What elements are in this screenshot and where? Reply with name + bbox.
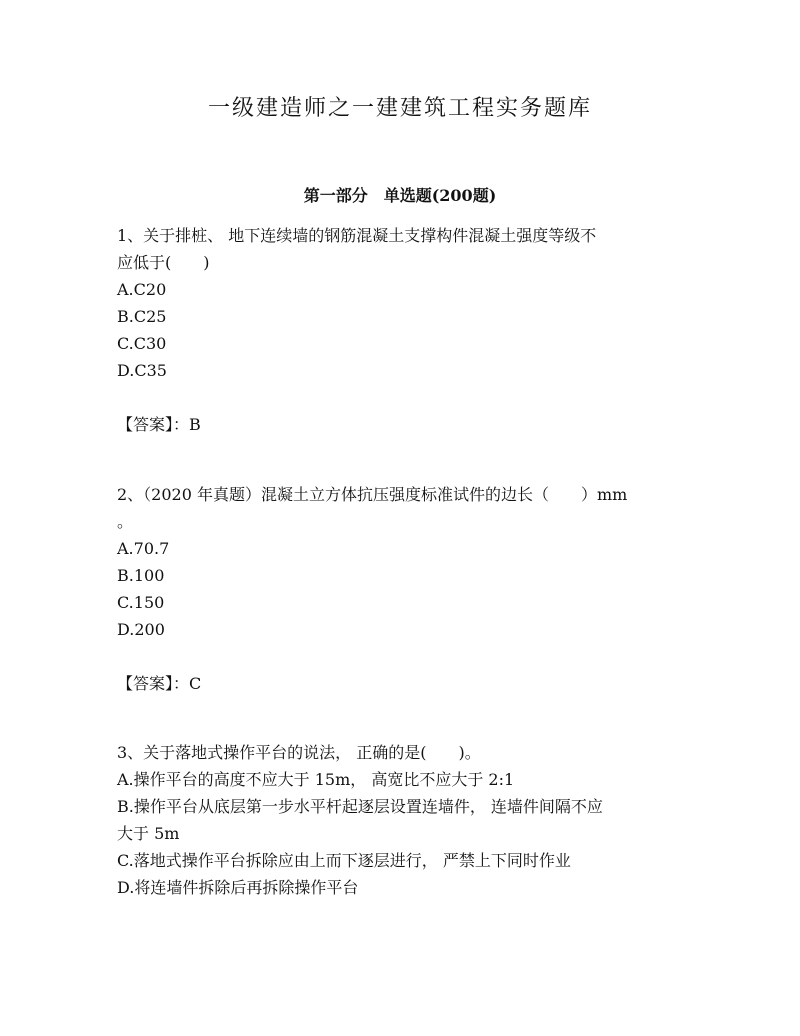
- question-3-option-b-cont: 大于 5m: [117, 824, 180, 843]
- question-1-option-d: D.C35: [117, 361, 167, 380]
- question-2: [117, 481, 677, 697]
- question-2-option-b: B.100: [117, 566, 165, 585]
- question-2-option-d: D.200: [117, 620, 165, 639]
- question-1-stem-line: 1、关于排桩、 地下连续墙的钢筋混凝土支撑构件混凝土强度等级不: [117, 226, 597, 245]
- question-1-option-b: B.C25: [117, 307, 167, 326]
- question-3-option-c: C.落地式操作平台拆除应由上而下逐层进行， 严禁上下同时作业: [117, 851, 571, 870]
- document-title: 一级建造师之一建建筑工程实务题库: [207, 96, 592, 121]
- question-2-option-a: A.70.7: [117, 539, 170, 558]
- question-1-stem-line: 应低于( ): [117, 253, 210, 272]
- question-1: [117, 222, 677, 438]
- question-3-stem-line: 3、关于落地式操作平台的说法， 正确的是( )。: [117, 743, 481, 762]
- question-3-option-d: D.将连墙件拆除后再拆除操作平台: [117, 878, 359, 897]
- question-1-option-a: A.C20: [117, 280, 167, 299]
- question-3: [117, 739, 677, 901]
- question-3-option-b: B.操作平台从底层第一步水平杆起逐层设置连墙件， 连墙件间隔不应: [117, 797, 603, 816]
- question-1-option-c: C.C30: [117, 334, 167, 353]
- question-2-option-c: C.150: [117, 593, 165, 612]
- section-heading: 第一部分 单选题(200题): [303, 186, 497, 205]
- question-1-answer: 【答案】：B: [117, 415, 201, 434]
- question-2-stem-line: 。: [117, 512, 134, 531]
- question-2-answer: 【答案】：C: [117, 674, 202, 693]
- question-3-option-a: A.操作平台的高度不应大于 15m， 高宽比不应大于 2:1: [117, 770, 515, 789]
- question-2-stem-line: 2、（2020 年真题）混凝土立方体抗压强度标准试件的边长（ ）mm: [117, 485, 628, 504]
